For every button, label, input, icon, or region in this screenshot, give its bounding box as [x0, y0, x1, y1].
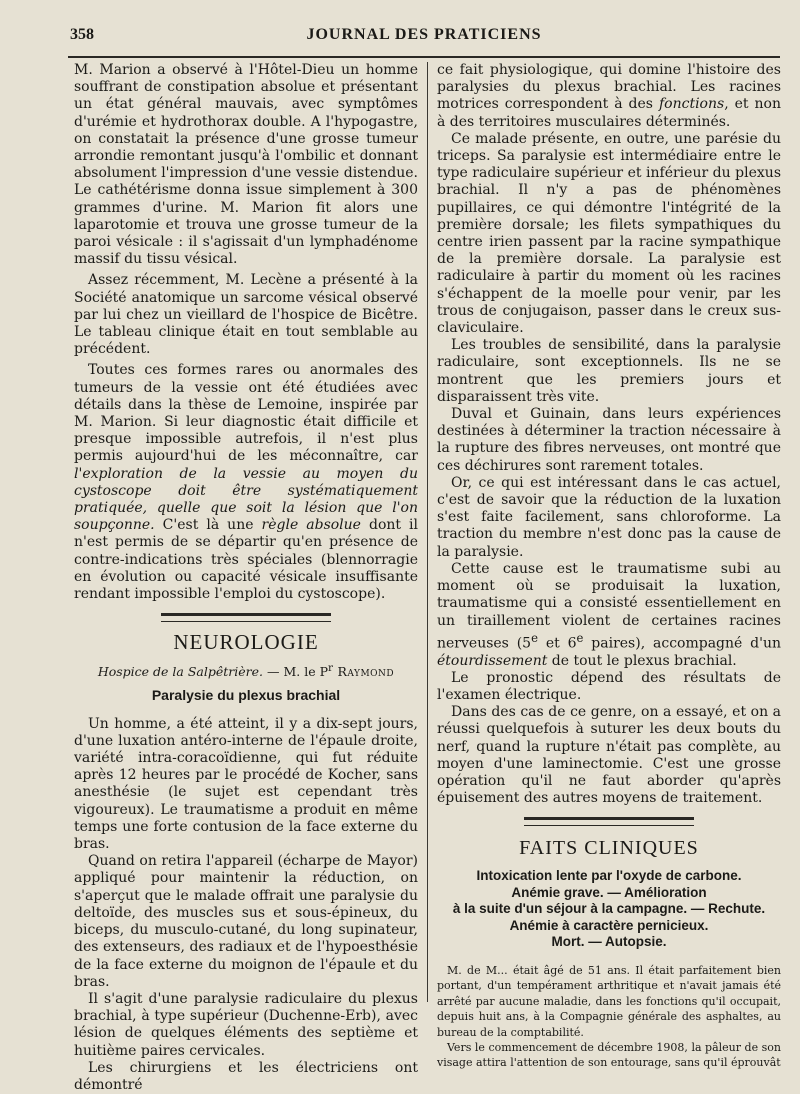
- case-title-line: Intoxication lente par l'oxyde de carbone.: [476, 868, 742, 884]
- section-rule: [161, 613, 331, 622]
- paragraph: M. Marion a observé à l'Hôtel-Dieu un homme souffrant de constipation absolue et présentant un état général mauvais, avec symptômes d'urémie et hydrothorax double. A l'hypogastre, on constatait la présence d'une grosse tumeur arrondie remontant jusqu'à l'ombilic et donnant absolument l'impression d'une vessie distendue. Le cathétérisme donna issue simplement à 300 grammes d'urine. M. Marion fit alors une laparotomie et trouva une grosse tumeur de la paroi vésicale : il s'agissait d'un lymphadénome massif du tissu vésical.: [74, 62, 418, 268]
- right-column: [437, 62, 782, 1070]
- case-report: [437, 963, 781, 1071]
- section-title-faits-cliniques: FAITS CLINIQUES: [519, 837, 699, 860]
- paragraph: Il s'agit d'une paralysie radiculaire du plexus brachial, à type supérieur (Duchenne-Erb), avec lésion de quelques éléments des septième et huitième paires cervicales.: [74, 990, 418, 1059]
- paragraph: Ce malade présente, en outre, une parésie du triceps. Sa paralysie est intermédiaire entre le type radiculaire supérieur et inférieur du plexus brachial. Il n'y a pas de phénomènes pupillaires, ce qui démontre l'intégrité de la première dorsale; les filets sympathiques du centre irien passent par la racine sympathique de la première dorsale. La paralysie est radiculaire à partir du moment où les racines s'échappent de la moelle pour venir, par les trous de conjugaison, passer dans le creux sus-claviculaire.: [437, 130, 781, 337]
- case-title-line: Mort. — Autopsie.: [551, 934, 667, 950]
- case-title-line: Anémie à caractère pernicieux.: [509, 917, 709, 933]
- paragraph: Un homme, a été atteint, il y a dix-sept jours, d'une luxation antéro-interne de l'épaule droite, variété intra-coracoïdienne, qui fut réduite après 12 heures par le procédé de Kocher, sans anesthésie (le sujet est cependant très vigoureux). Le traumatisme a produit en même temps une forte contusion de la face externe du bras.: [74, 715, 418, 853]
- paragraph: Cette cause est le traumatisme subi au moment où se produisait la luxation, traumatisme qui a consisté essentiellement en un tiraillement violent de certaines racines nerveuses (5e et 6e paires), accompagné d'un étourdissement de tout le plexus brachial.: [437, 560, 782, 669]
- case-title: [437, 868, 781, 951]
- paragraph: M. de M... était âgé de 51 ans. Il était parfaitement bien portant, d'un tempérament arthritique et n'avait jamais été arrêté par aucune maladie, dans les fonctions qu'il occupait, depuis huit ans, à la Compagnie générale des asphaltes, au bureau de la comptabilité.: [437, 963, 781, 1039]
- paragraph: Quand on retira l'appareil (écharpe de Mayor) appliqué pour maintenir la réduction, on s'aperçut que le malade offrait une paralysie du deltoïde, des muscles sus et sous-épineux, du biceps, du musculo-cutané, du long supinateur, des extenseurs, des radiaux et de l'hypoesthésie de la face externe du moignon de l'épaule et du bras.: [74, 853, 418, 990]
- case-title-line: Anémie grave. — Amélioration: [511, 884, 707, 900]
- article-title: Paralysie du plexus brachial: [151, 686, 341, 703]
- case-title-line: à la suite d'un séjour à la campagne. — Rechute.: [452, 901, 766, 917]
- paragraph: Or, ce qui est intéressant dans le cas actuel, c'est de savoir que la réduction de la luxation s'est faite facilement, sans chloroforme. La traction du membre n'est donc pas la cause de la paralysie.: [437, 474, 781, 560]
- paragraph: Assez récemment, M. Lecène a présenté à la Société anatomique un sarcome vésical observé par lui chez un vieillard de l'hospice de Bicêtre. Le tableau clinique était en tout semblable au précédent.: [74, 272, 418, 358]
- page-header: [70, 24, 778, 54]
- hospital-line: Hospice de la Salpêtrière. — M. le $P^r$ Raymond: [97, 662, 395, 680]
- column-divider: [427, 62, 428, 1002]
- paragraph: Les chirurgiens et les électriciens ont démontré: [74, 1059, 418, 1093]
- paragraph: Vers le commencement de décembre 1908, la pâleur de son visage attira l'attention de son entourage, sans qu'il éprouvât: [437, 1040, 781, 1070]
- page-number: 358: [70, 26, 94, 43]
- section-rule: [524, 817, 694, 826]
- journal-title: JOURNAL DES PRATICIENS: [306, 26, 542, 43]
- paragraph: Le pronostic dépend des résultats de l'examen électrique.: [437, 669, 781, 703]
- paragraph: Duval et Guinain, dans leurs expériences destinées à déterminer la traction nécessaire à la rupture des fibres nerveuses, ont montré que ces déchirures sont rarement totales.: [437, 406, 781, 474]
- left-column: [74, 62, 419, 1093]
- paragraph: Dans des cas de ce genre, on a essayé, et on a réussi quelquefois à suturer les deux bouts du nerf, quand la rupture n'était pas complète, au moyen d'une laminectomie. C'est une grosse opération qu'il ne faut aborder qu'après épuisement des autres moyens de traitement.: [437, 704, 781, 807]
- section-title-neurologie: NEUROLOGIE: [173, 630, 319, 655]
- paragraph: Les troubles de sensibilité, dans la paralysie radiculaire, sont exceptionnels. Ils ne se montrent que les premiers jours et disparaissent très vite.: [437, 337, 781, 405]
- paragraph: ce fait physiologique, qui domine l'histoire des paralysies du plexus brachial. Les racines motrices correspondent à des fonctions, et non à des territoires musculaires déterminés.: [437, 62, 781, 130]
- paragraph: Toutes ces formes rares ou anormales des tumeurs de la vessie ont été étudiées avec détails dans la thèse de Lemoine, inspirée par M. Marion. Si leur diagnostic était difficile et presque impossible autrefois, il n'est plus permis aujourd'hui de les méconnaître, car l'exploration de la vessie au moyen du cystoscope doit être systématiquement pratiquée, quelle que soit la lésion que l'on soupçonne. C'est là une règle absolue dont il n'est permis de se départir qu'en présence de contre-indications très spéciales (blennorragie en évolution ou capacité vésicale insuffisante rendant impossible l'emploi du cystoscope).: [74, 362, 419, 603]
- header-rule: [68, 56, 780, 58]
